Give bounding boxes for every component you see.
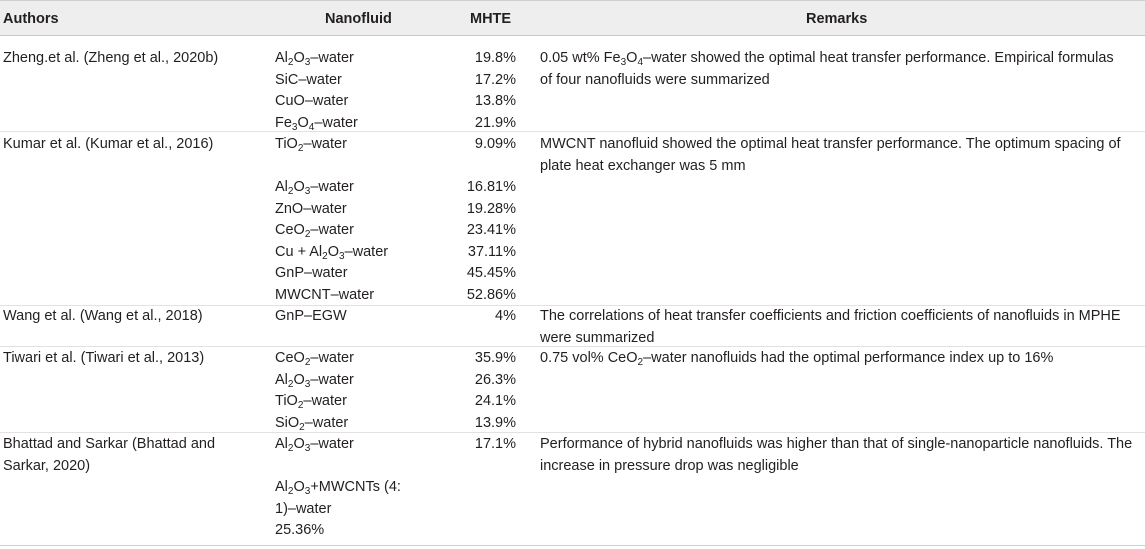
nanofluid-cell: $Cu + Al_2O_3$–water	[275, 243, 389, 262]
mhte-cell: 45.45%	[466, 265, 516, 281]
remarks-cell: MWCNT nanofluid showed the optimal heat transfer performance. The optimum spacing of	[540, 136, 1121, 152]
nanofluid-cell: GnP–EGW	[275, 308, 347, 324]
remarks-cell: 0.75 vol% CeO$_2$–water nanofluids had the optimal performance index up to 16%	[540, 350, 1054, 368]
mhte-cell: 21.9%	[474, 114, 516, 131]
nanofluid-cell: $Al_2O_3$–water	[275, 436, 354, 454]
header-remarks: Remarks	[806, 11, 868, 27]
mhte-cell: 13.9%	[474, 414, 516, 431]
nanofluid-cell: CuO–water	[275, 93, 349, 109]
mhte-cell: 35.9%	[474, 350, 516, 366]
row-divider	[0, 432, 1145, 433]
nanofluid-cell: MWCNT–water	[275, 286, 375, 303]
remarks-cell: Performance of hybrid nanofluids was higher than that of single-nanoparticle nanofluids. The	[540, 436, 1133, 452]
nanofluid-cell: $Al_2O_3$–water	[275, 179, 354, 197]
table-header	[0, 0, 1145, 36]
author-cell: Bhattad and Sarkar (Bhattad and	[3, 436, 216, 452]
row-divider	[0, 346, 1145, 347]
mhte-cell: 16.81%	[466, 179, 516, 195]
header-mhte: MHTE	[470, 11, 512, 27]
author-cell: Wang et al. (Wang et al., 2018)	[3, 308, 203, 324]
nanofluid-cell: ZnO–water	[275, 200, 347, 217]
mhte-cell: 17.2%	[474, 71, 516, 88]
remarks-cell: were summarized	[540, 329, 655, 346]
nanofluid-cell: SiC–water	[275, 71, 342, 88]
remarks-cell: of four nanofluids were summarized	[540, 71, 770, 88]
nanofluid-cell: SiO$_2$–water	[275, 414, 349, 433]
mhte-cell: 26.3%	[474, 371, 516, 388]
mhte-cell: 23.41%	[466, 222, 516, 238]
mhte-cell: 9.09%	[474, 136, 516, 152]
mhte-cell: 52.86%	[466, 286, 516, 303]
mhte-cell: 19.28%	[466, 200, 516, 217]
author-cell: Sarkar, 2020)	[3, 457, 91, 474]
remarks-cell: The correlations of heat transfer coefficients and friction coefficients of nanofluids in MPHE	[540, 308, 1121, 324]
nanofluid-cell: $Al_2O_3+MWCNTs$ (4:	[275, 479, 401, 497]
author-cell: Zheng.et al. (Zheng et al., 2020b)	[3, 50, 219, 66]
nanofluid-cell: $Fe_3O_4$–water	[275, 114, 358, 133]
mhte-cell: 4%	[495, 308, 516, 324]
table-bottom-border	[0, 545, 1145, 546]
remarks-cell: increase in pressure drop was negligible	[540, 457, 799, 474]
mhte-cell: 19.8%	[474, 50, 516, 66]
header-nanofluid: Nanofluid	[325, 11, 392, 27]
nanofluid-cell: TiO$_2$–water	[275, 393, 347, 411]
nanofluid-cell: CeO$_2$–water	[275, 222, 354, 240]
nanofluid-cell: $Al_2O_3$–water	[275, 371, 354, 390]
header-authors: Authors	[3, 11, 59, 27]
remarks-cell: plate heat exchanger was 5 mm	[540, 157, 746, 174]
nanofluid-cell: $Al_2O_3$–water	[275, 50, 354, 68]
mhte-cell: 17.1%	[474, 436, 516, 452]
nanofluid-cell: CeO$_2$–water	[275, 350, 354, 368]
row-divider	[0, 131, 1145, 132]
nanofluid-cell: GnP–water	[275, 265, 348, 281]
nanofluid-cell: 25.36%	[275, 522, 325, 538]
author-cell: Tiwari et al. (Tiwari et al., 2013)	[3, 350, 205, 366]
mhte-cell: 24.1%	[474, 393, 516, 409]
author-cell: Kumar et al. (Kumar et al., 2016)	[3, 136, 214, 152]
remarks-cell: 0.05 wt% $Fe_3O_4$–water showed the optimal heat transfer performance. Empirical formulas	[540, 50, 1114, 68]
mhte-cell: 37.11%	[467, 243, 516, 260]
mhte-cell: 13.8%	[474, 93, 516, 109]
nanofluid-cell: TiO$_2$–water	[275, 136, 347, 154]
nanofluid-cell: 1)–water	[275, 500, 332, 517]
